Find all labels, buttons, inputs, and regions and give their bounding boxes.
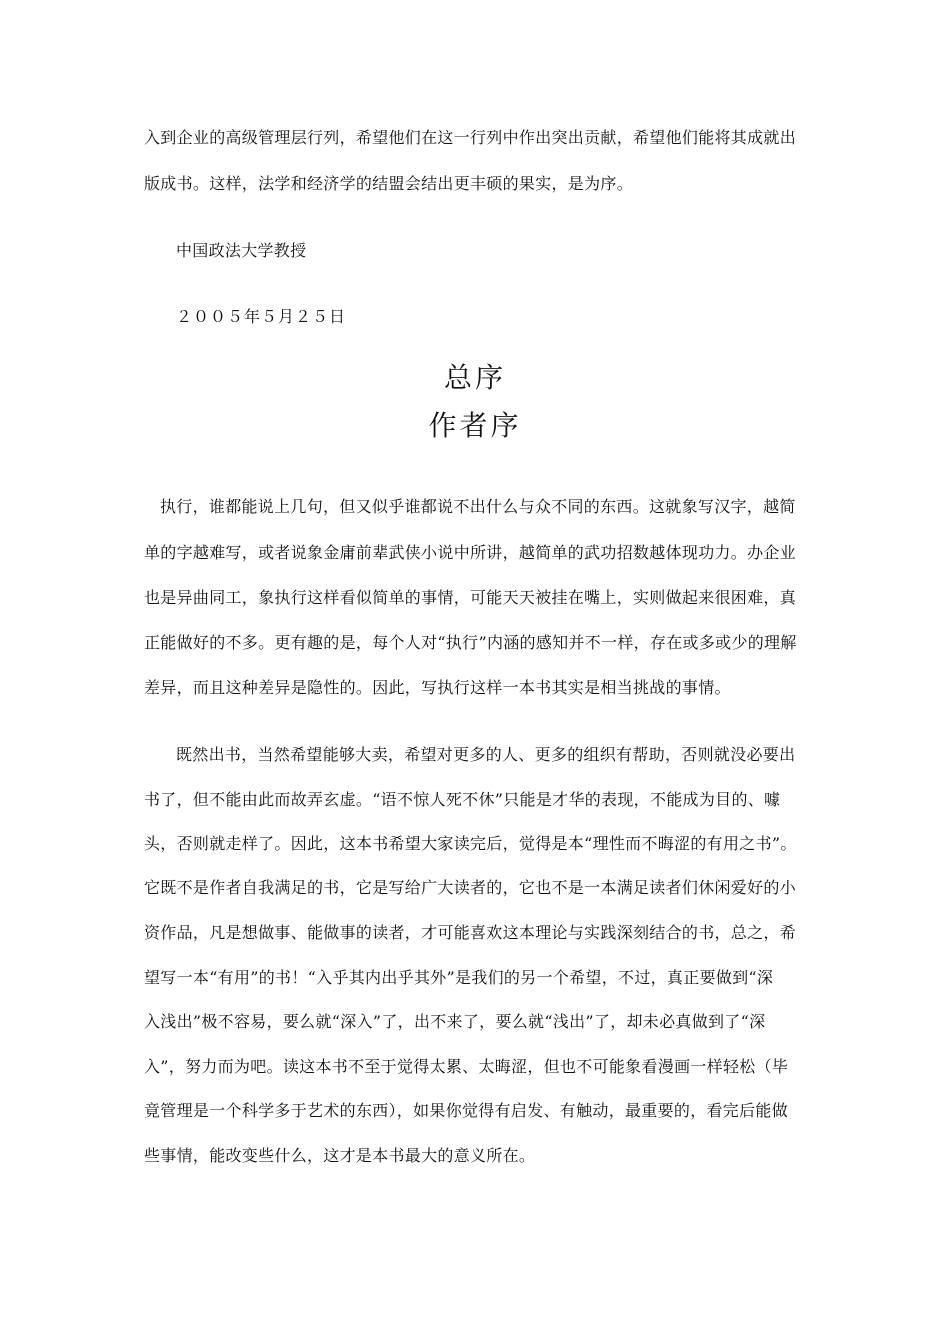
preface-line-1: 入到企业的高级管理层行列，希望他们在这一行列中作出突出贡献，希望他们能将其成就出 <box>144 128 797 147</box>
para1-line-1: 执行，谁都能说上几句，但又似乎谁都说不出什么与众不同的东西。这就象写汉字，越简 <box>160 497 796 516</box>
para2-line-9: 竟管理是一个科学多于艺术的东西），如果你觉得有启发、有触动，最重要的，看完后能做 <box>144 1101 789 1120</box>
main-title: 总序 <box>443 361 506 394</box>
sub-title: 作者序 <box>428 409 522 442</box>
para2-line-10: 些事情，能改变些什么，这才是本书最大的意义所在。 <box>144 1146 536 1165</box>
signature-date: ２００５年５月２５日 <box>176 307 347 326</box>
para2-line-3: 头，否则就走样了。因此，这本书希望大家读完后，觉得是本“理性而不晦涩的有用之书”。 <box>144 834 797 853</box>
para1-line-5: 差异，而且这种差异是隐性的。因此，写执行这样一本书其实是相当挑战的事情。 <box>144 678 731 697</box>
para1-line-3: 也是异曲同工，象执行这样看似简单的事情，可能天天被挂在嘴上，实则做起来很困难，真 <box>144 588 797 607</box>
para2-line-7: 入浅出”极不容易，要么就“深入”了，出不来了，要么就“浅出”了，却未必真做到了“深 <box>144 1012 766 1031</box>
signature-title: 中国政法大学教授 <box>176 241 307 260</box>
para2-line-4: 它既不是作者自我满足的书，它是写给广大读者的，它也不是一本满足读者们休闲爱好的小 <box>144 878 797 897</box>
preface-line-2: 版成书。这样，法学和经济学的结盟会结出更丰硕的果实，是为序。 <box>144 174 634 193</box>
para2-line-8: 入”，努力而为吧。读这本书不至于觉得太累、太晦涩，但也不可能象看漫画一样轻松（毕 <box>144 1057 789 1076</box>
para2-line-6: 望写一本“有用”的书！“入乎其内出乎其外”是我们的另一个希望，不过，真正要做到“深 <box>144 968 774 987</box>
para2-line-5: 资作品，凡是想做事、能做事的读者，才可能喜欢这本理论与实践深刻结合的书，总之，希 <box>144 923 797 942</box>
para1-line-4: 正能做好的不多。更有趣的是，每个人对“执行”内涵的感知并不一样，存在或多或少的理解 <box>144 633 797 652</box>
para1-line-2: 单的字越难写，或者说象金庸前辈武侠小说中所讲，越简单的武功招数越体现功力。办企业 <box>144 543 797 562</box>
para2-line-1: 既然出书，当然希望能够大卖，希望对更多的人、更多的组织有帮助，否则就没必要出 <box>176 745 796 764</box>
para2-line-2: 书了，但不能由此而故弄玄虚。“语不惊人死不休”只能是才华的表现，不能成为目的、噱 <box>144 790 781 809</box>
